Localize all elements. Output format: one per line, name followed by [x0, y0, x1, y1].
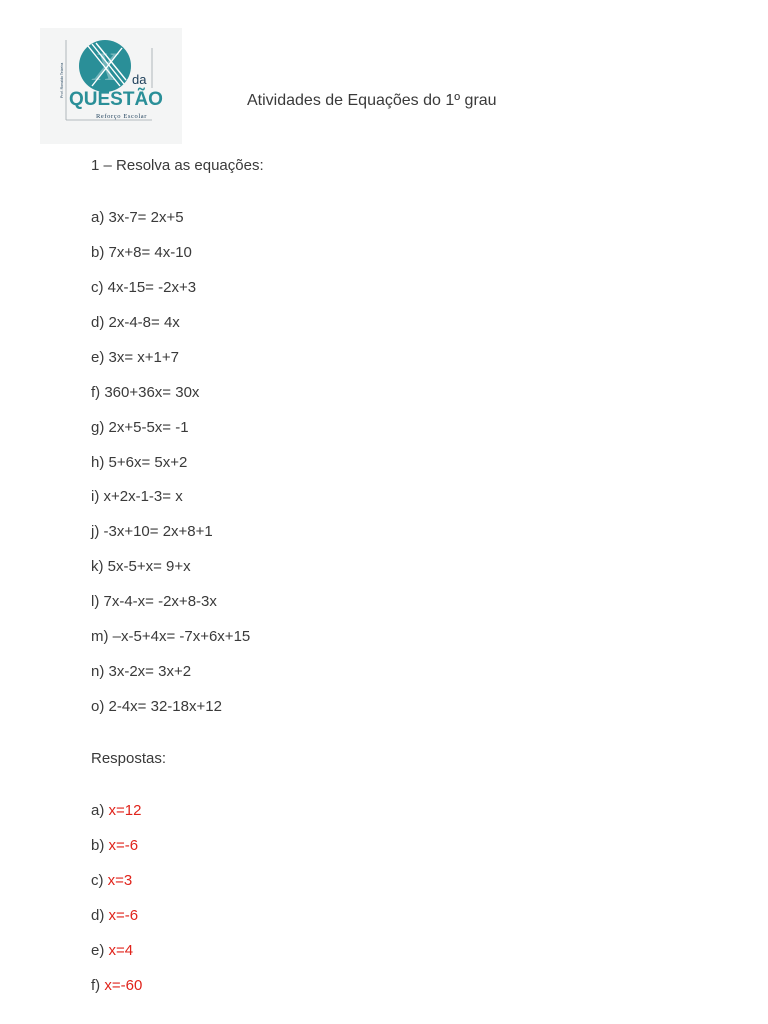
equation-item: g) 2x+5-5x= -1 — [91, 419, 189, 436]
logo-name-text: QUESTÃO — [69, 89, 163, 110]
answer-value: x=12 — [108, 802, 142, 819]
answer-item — [91, 802, 141, 820]
logo-x-letter: X — [93, 44, 118, 89]
equation-item: h) 5+6x= 5x+2 — [91, 454, 188, 471]
logo-vertical-text: Prof. Ronaldo Teixeira — [60, 62, 64, 98]
answer-value: x=-6 — [108, 837, 139, 854]
logo-da-text: da — [132, 72, 147, 87]
answer-item — [91, 872, 132, 890]
equation-item: k) 5x-5+x= 9+x — [91, 558, 191, 575]
answer-item — [91, 942, 133, 960]
answer-value: x=-6 — [108, 907, 139, 924]
equation-item: e) 3x= x+1+7 — [91, 349, 179, 366]
equation-item: j) -3x+10= 2x+8+1 — [91, 523, 213, 540]
equation-item: f) 360+36x= 30x — [91, 384, 200, 401]
answer-item — [91, 837, 138, 855]
answer-label: a) — [91, 802, 105, 819]
page-title: Atividades de Equações do 1º grau — [247, 92, 497, 109]
answer-item — [91, 907, 138, 925]
equation-item: a) 3x-7= 2x+5 — [91, 209, 184, 226]
answer-label: c) — [91, 872, 104, 889]
equation-item: m) –x-5+4x= -7x+6x+15 — [91, 628, 251, 645]
answers-heading: Respostas: — [91, 750, 167, 767]
equation-item: l) 7x-4-x= -2x+8-3x — [91, 593, 217, 610]
answer-label: b) — [91, 837, 105, 854]
answer-value: x=4 — [108, 942, 134, 959]
equation-item: d) 2x-4-8= 4x — [91, 314, 180, 331]
answer-item — [91, 977, 142, 995]
logo-subtitle-text: Reforço Escolar — [96, 113, 148, 120]
equation-item: n) 3x-2x= 3x+2 — [91, 663, 192, 680]
equation-item: c) 4x-15= -2x+3 — [91, 279, 197, 296]
exercise-heading: 1 – Resolva as equações: — [91, 157, 264, 174]
answer-value: x=-60 — [104, 977, 143, 994]
equation-item: o) 2-4x= 32-18x+12 — [91, 698, 222, 715]
answer-label: f) — [91, 977, 101, 994]
equation-item: b) 7x+8= 4x-10 — [91, 244, 192, 261]
answer-label: d) — [91, 907, 105, 924]
logo-graphic — [40, 28, 182, 144]
answer-value: x=3 — [107, 872, 133, 889]
equation-item: i) x+2x-1-3= x — [91, 488, 183, 505]
brand-logo — [40, 28, 182, 144]
answer-label: e) — [91, 942, 105, 959]
